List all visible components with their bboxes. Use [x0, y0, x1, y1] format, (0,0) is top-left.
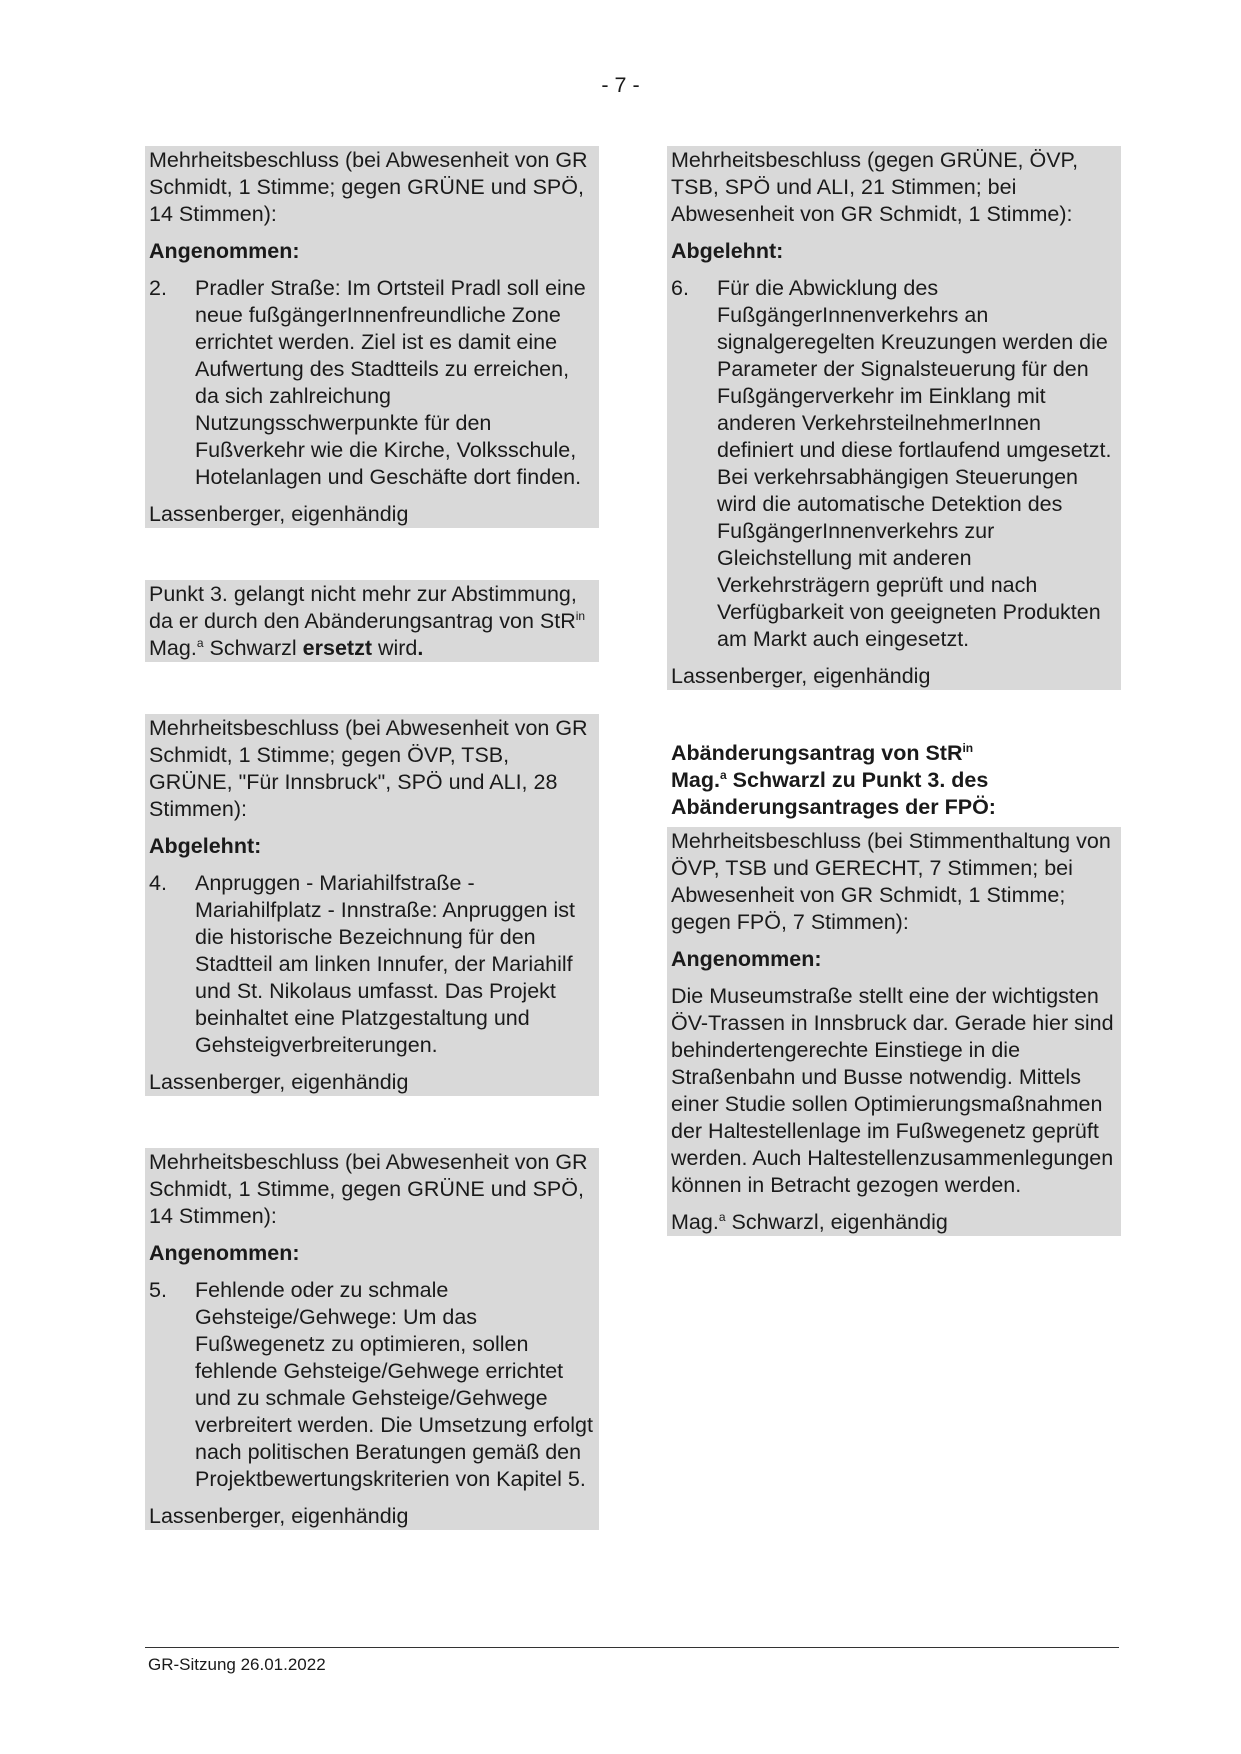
- item-number: 5.: [149, 1278, 167, 1302]
- right-column: [667, 146, 1121, 1236]
- vote-result: Abgelehnt:: [149, 834, 262, 858]
- vote-result: Angenommen:: [149, 1241, 300, 1265]
- point-3-note: [145, 580, 599, 662]
- resolution-block-5: [145, 1148, 599, 1530]
- resolution-block-6: [667, 146, 1121, 690]
- author-signature: Lassenberger, eigenhändig: [671, 664, 931, 688]
- item-text: Anpruggen - Mariahilfstraße - Mariahilfplatz - Innstraße: Anpruggen ist die historische Bezeichnung für den Stadtteil am linken Innufer, der Mariahilf und St. Nikolaus umfasst. Das Projekt beinhaltet eine Platzgestaltung und Gehsteigverbreiterungen.: [195, 871, 576, 1057]
- vote-result: Angenommen:: [671, 947, 822, 971]
- resolution-block-4: [145, 714, 599, 1096]
- motion-item: [149, 870, 595, 1059]
- vote-intro: Mehrheitsbeschluss (bei Abwesenheit von GR Schmidt, 1 Stimme; gegen ÖVP, TSB, GRÜNE, "Für Innsbruck", SPÖ und ALI, 28 Stimmen):: [149, 716, 588, 821]
- item-number: 6.: [671, 276, 689, 300]
- amendment-heading: Abänderungsantrag von StR$^{in}$ Mag.$^a$ Schwarzl zu Punkt 3. des Abänderungsantrages der FPÖ:: [671, 740, 996, 819]
- amendment-block: [667, 827, 1121, 1236]
- motion-item: [149, 1277, 595, 1493]
- motion-item: [149, 275, 595, 491]
- item-number: 4.: [149, 871, 167, 895]
- item-text: Fehlende oder zu schmale Gehsteige/Gehwege: Um das Fußwegenetz zu optimieren, sollen fehlende Gehsteige/Gehwege errichtet und zu schmale Gehsteige/Gehwege verbreitert werden. Die Umsetzung erfolgt nach politischen Beratungen gemäß den Projektbewertungskriterien von Kapitel 5.: [195, 1278, 593, 1491]
- item-number: 2.: [149, 276, 167, 300]
- vote-intro: Mehrheitsbeschluss (bei Abwesenheit von GR Schmidt, 1 Stimme; gegen GRÜNE und SPÖ, 14 Stimmen):: [149, 148, 588, 226]
- footer-session-date: GR-Sitzung 26.01.2022: [148, 1655, 326, 1674]
- vote-result: Abgelehnt:: [671, 239, 784, 263]
- amendment-text: Die Museumstraße stellt eine der wichtigsten ÖV-Trassen in Innsbruck dar. Gerade hier sind behindertengerechte Einstiege in die Straßenbahn und Busse notwendig. Mittels einer Studie sollen Optimierungsmaßnahmen der Haltestellenlage im Fußwegenetz geprüft werden. Auch Haltestellenzusammenlegungen können in Betracht gezogen werden.: [671, 984, 1114, 1197]
- vote-intro: Mehrheitsbeschluss (bei Stimmenthaltung von ÖVP, TSB und GERECHT, 7 Stimmen; bei Abwesenheit von GR Schmidt, 1 Stimme; gegen FPÖ, 7 Stimmen):: [671, 829, 1111, 934]
- page-number: - 7 -: [601, 73, 640, 97]
- resolution-block-2: [145, 146, 599, 528]
- item-text: Für die Abwicklung des FußgängerInnenverkehrs an signalgeregelten Kreuzungen werden die Parameter der Signalsteuerung für den Fußgängerverkehr im Einklang mit anderen VerkehrsteilnehmerInnen definiert und diese fortlaufend umgesetzt. Bei verkehrsabhängigen Steuerungen wird die automatische Detektion des FußgängerInnenverkehrs zur Gleichstellung mit anderen Verkehrsträgern geprüft und nach Verfügbarkeit von geeigneten Produkten am Markt auch eingesetzt.: [717, 276, 1112, 651]
- author-signature: Lassenberger, eigenhändig: [149, 1070, 409, 1094]
- author-signature: Lassenberger, eigenhändig: [149, 502, 409, 526]
- vote-result: Angenommen:: [149, 239, 300, 263]
- footer-divider: [145, 1647, 1119, 1648]
- author-signature: Mag.$^a$ Schwarzl, eigenhändig: [671, 1209, 948, 1234]
- vote-intro: Mehrheitsbeschluss (gegen GRÜNE, ÖVP, TSB, SPÖ und ALI, 21 Stimmen; bei Abwesenheit von GR Schmidt, 1 Stimme):: [671, 148, 1079, 226]
- motion-item: [671, 275, 1117, 653]
- author-signature: Lassenberger, eigenhändig: [149, 1504, 409, 1528]
- item-text: Pradler Straße: Im Ortsteil Pradl soll eine neue fußgängerInnenfreundliche Zone errichtet werden. Ziel ist es damit eine Aufwertung des Stadtteils zu erreichen, da sich zahlreichung Nutzungsschwerpunkte für den Fußverkehr wie die Kirche, Volksschule, Hotelanlagen und Geschäfte dort finden.: [195, 276, 586, 489]
- left-column: [145, 146, 599, 1530]
- vote-intro: Mehrheitsbeschluss (bei Abwesenheit von GR Schmidt, 1 Stimme, gegen GRÜNE und SPÖ, 14 Stimmen):: [149, 1150, 588, 1228]
- note-text: Punkt 3. gelangt nicht mehr zur Abstimmung, da er durch den Abänderungsantrag von StR$^{in}$ Mag.$^a$ Schwarzl ersetzt wird.: [149, 582, 586, 660]
